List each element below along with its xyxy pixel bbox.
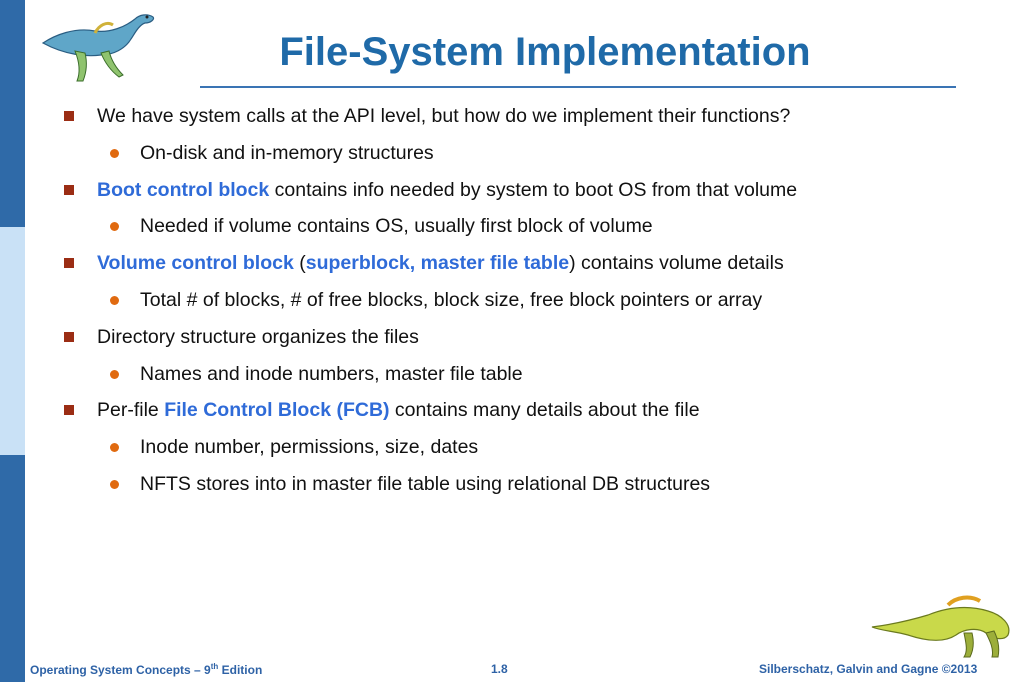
dinosaur-icon	[35, 5, 165, 90]
round-bullet-icon	[110, 149, 119, 158]
square-bullet-icon	[64, 332, 74, 342]
highlighted-term: superblock, master file table	[305, 252, 570, 275]
sub-bullet-item	[140, 214, 653, 238]
highlighted-term: File Control Block (FCB)	[164, 399, 390, 422]
round-bullet-icon	[110, 443, 119, 452]
bullet-item	[97, 251, 784, 275]
bullet-text: ) contains volume details	[569, 252, 784, 275]
sub-bullet-item	[140, 435, 478, 459]
stripe-light-segment	[0, 227, 25, 455]
round-bullet-icon	[110, 222, 119, 231]
bullet-text: contains many details about the file	[389, 399, 700, 422]
bullet-text: We have system calls at the API level, but how do we implement their functions?	[97, 105, 791, 127]
bullet-text: Total # of blocks, # of free blocks, block size, free block pointers or array	[140, 289, 763, 311]
bullet-text: On-disk and in-memory structures	[140, 141, 434, 164]
bullet-text: NFTS stores into in master file table using relational DB structures	[140, 473, 711, 495]
left-decorative-stripe	[0, 0, 25, 682]
sub-bullet-item	[140, 362, 523, 386]
bullet-text: contains info needed by system to boot OS from that volume	[269, 178, 798, 201]
bullet-text: Inode number, permissions, size, dates	[140, 436, 479, 459]
sub-bullet-item	[140, 472, 710, 496]
footer-edition-sup: th	[210, 662, 219, 671]
bullet-text: Names and inode numbers, master file table	[140, 362, 523, 385]
footer-book-title	[30, 662, 262, 677]
highlighted-term: Volume control block	[97, 252, 294, 275]
footer-authors: Silberschatz, Galvin and Gagne ©2013	[759, 662, 978, 676]
round-bullet-icon	[110, 370, 119, 379]
footer-page-number: 1.8	[491, 662, 508, 676]
square-bullet-icon	[64, 405, 74, 415]
bullet-item	[97, 398, 700, 422]
bullet-text: Needed if volume contains OS, usually first block of volume	[140, 215, 653, 238]
round-bullet-icon	[110, 296, 119, 305]
page-title: File-System Implementation	[279, 30, 811, 74]
title-divider	[200, 86, 956, 88]
sub-bullet-item	[140, 141, 434, 165]
bullet-item	[97, 178, 797, 202]
bullet-text: Per-file	[97, 399, 165, 422]
bullet-text: Directory structure organizes the files	[97, 325, 419, 348]
dinosaur-icon	[868, 585, 1018, 665]
footer-book-title-text: Operating System Concepts – 9	[30, 663, 211, 677]
bullet-item	[97, 325, 419, 349]
bullet-item	[97, 104, 790, 128]
bullet-text: (	[293, 252, 306, 275]
footer-edition-text: Edition	[218, 663, 263, 677]
square-bullet-icon	[64, 258, 74, 268]
square-bullet-icon	[64, 111, 74, 121]
round-bullet-icon	[110, 480, 119, 489]
square-bullet-icon	[64, 185, 74, 195]
sub-bullet-item	[140, 288, 762, 312]
highlighted-term: Boot control block	[97, 178, 270, 201]
